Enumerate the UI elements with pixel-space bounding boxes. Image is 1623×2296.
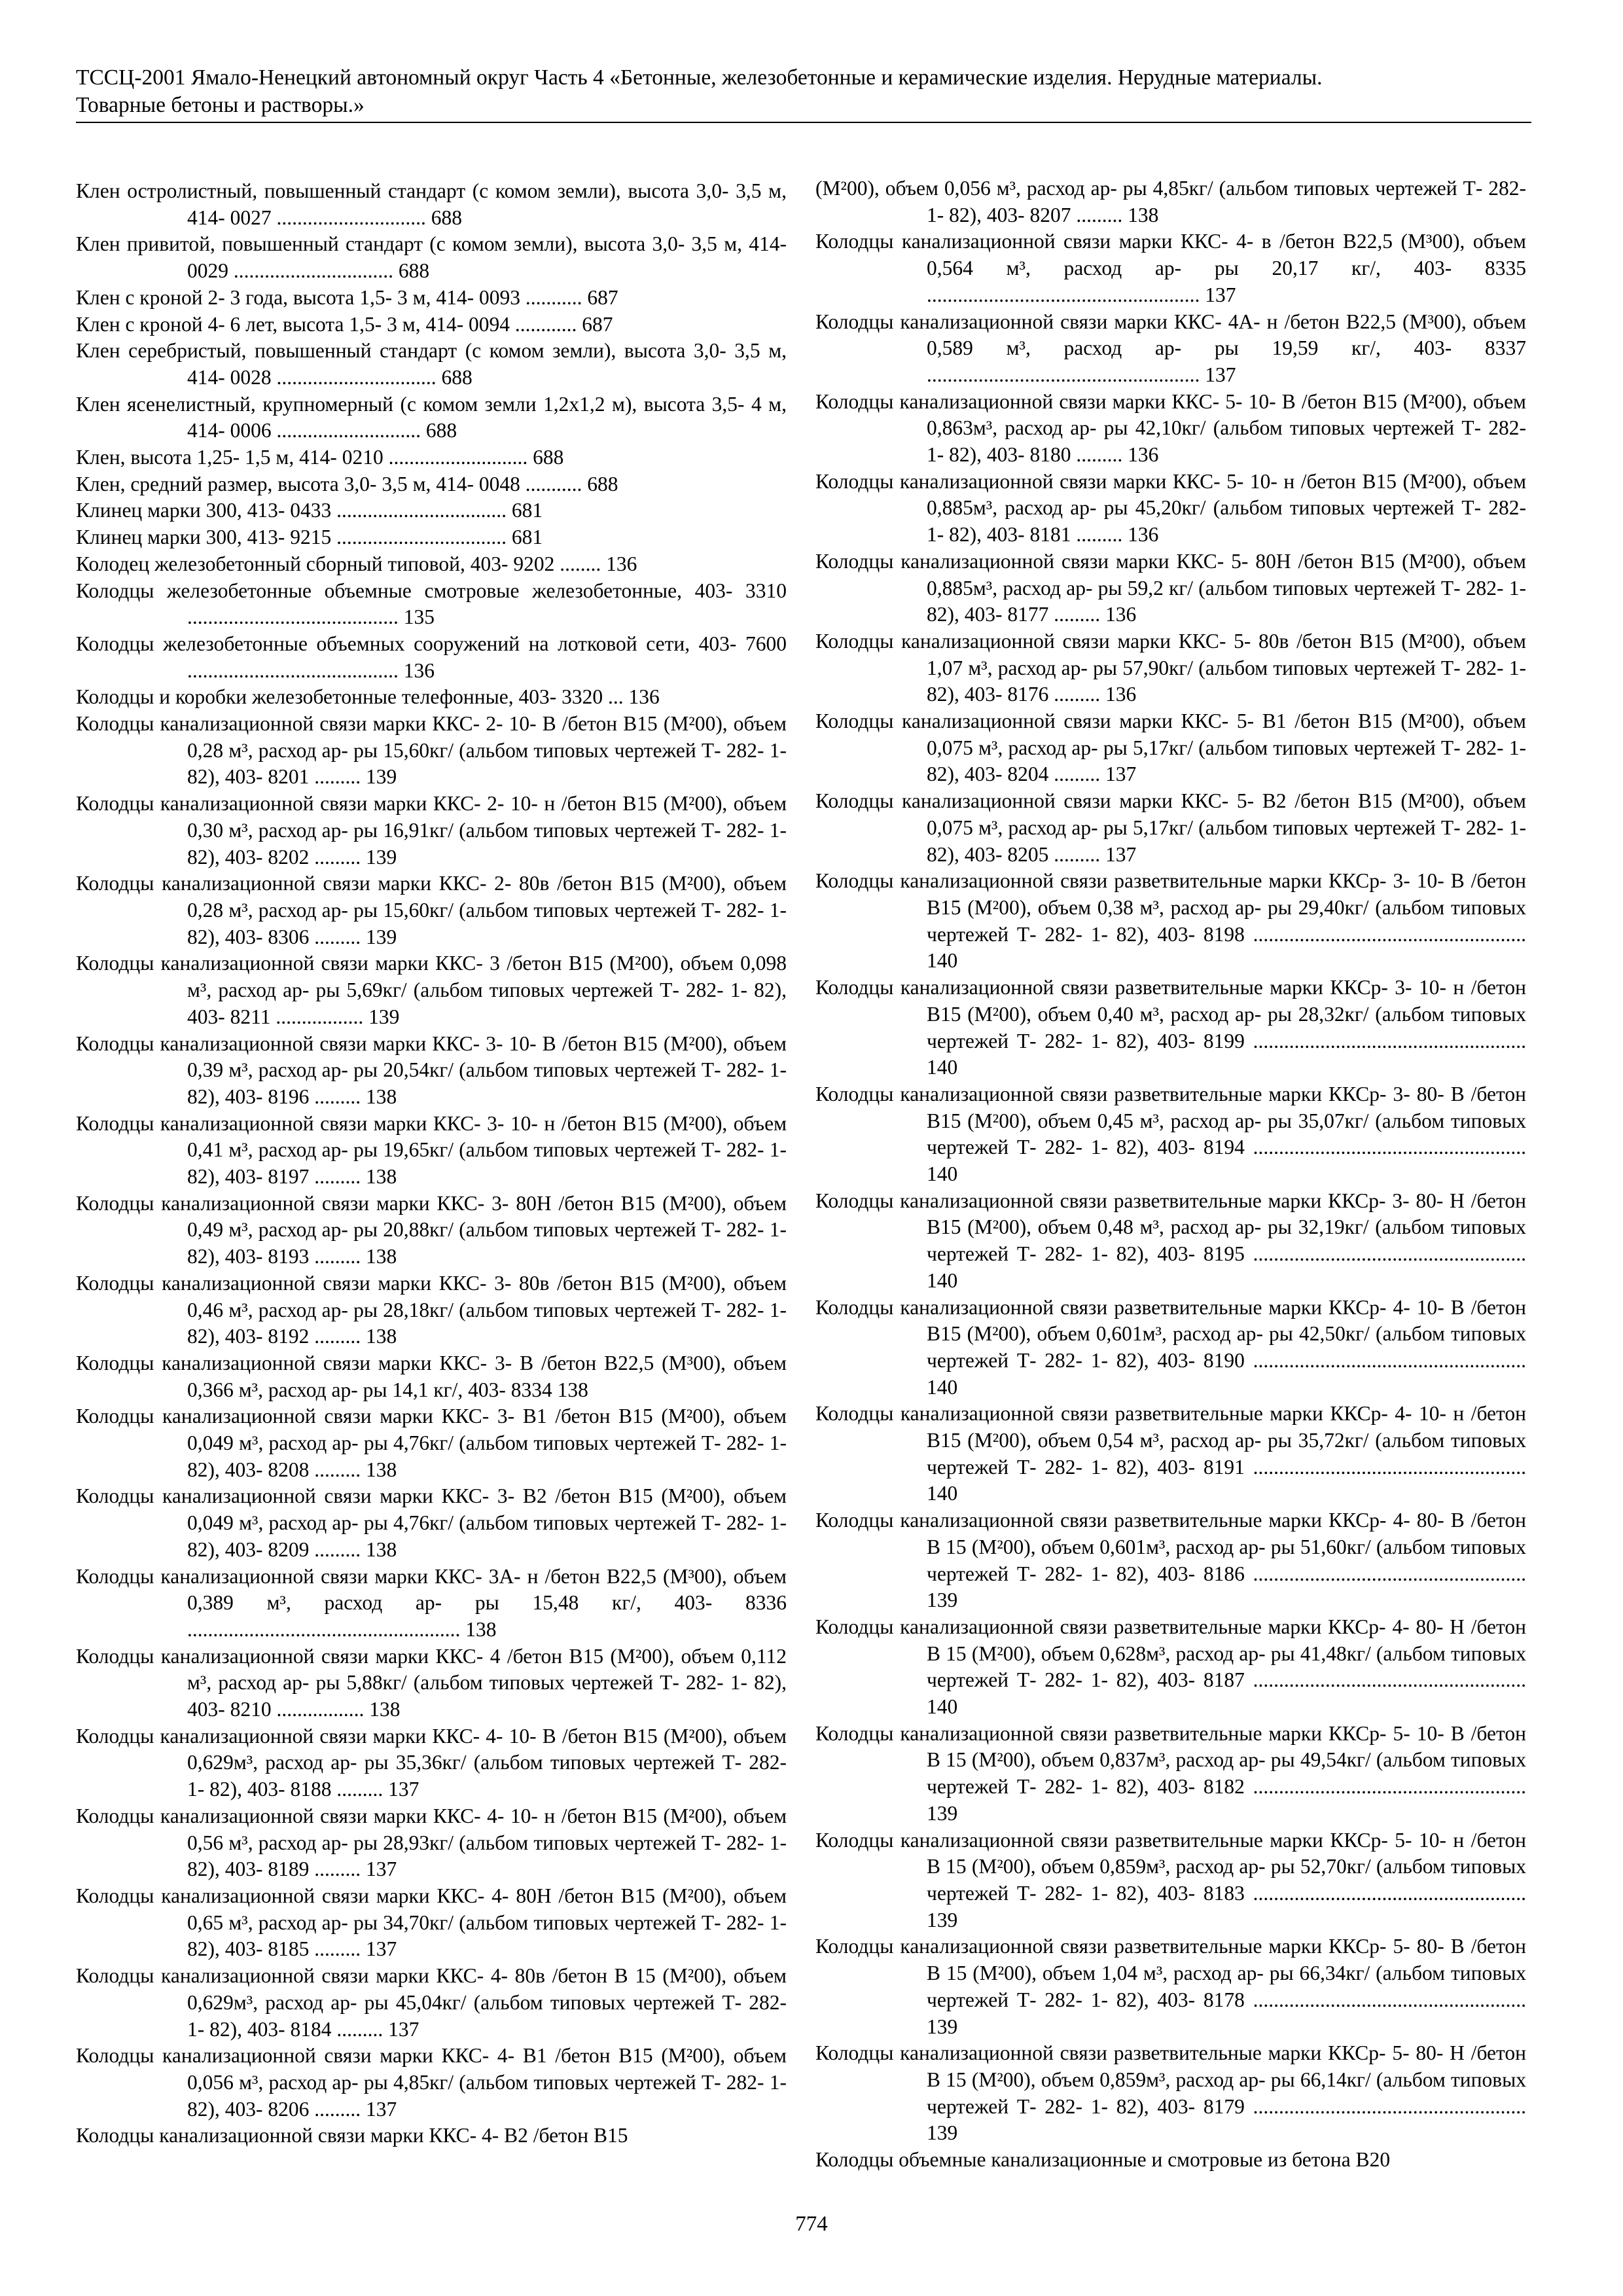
index-entry: Колодцы канализационной связи марки ККС- 4- В1 /бетон В15 (М²00), объем 0,056 м³, расход ар- ры 4,85кг/ (альбом типовых чертежей Т- 282- 1- 82), 403- 8206 ......... 137 bbox=[76, 2044, 787, 2121]
index-entry: Колодцы канализационной связи марки ККС- 3- 10- н /бетон В15 (М²00), объем 0,41 м³, расход ар- ры 19,65кг/ (альбом типовых чертежей Т- 282- 1- 82), 403- 8197 ......... 138 bbox=[76, 1111, 787, 1189]
index-entry: Колодцы канализационной связи марки ККС- 3- 80Н /бетон В15 (М²00), объем 0,49 м³, расход ар- ры 20,88кг/ (альбом типовых чертежей Т- 282- 1- 82), 403- 8193 ......... 138 bbox=[76, 1191, 787, 1268]
index-entry: Колодцы канализационной связи марки ККС- 4- 10- н /бетон В15 (М²00), объем 0,56 м³, расход ар- ры 28,93кг/ (альбом типовых чертежей Т- 282- 1- 82), 403- 8189 ......... 137 bbox=[76, 1804, 787, 1881]
index-entry: Колодцы канализационной связи разветвительные марки ККСр- 4- 80- Н /бетон В 15 (М²00), объем 0,628м³, расход ар- ры 41,48кг/ (альбом типовых чертежей Т- 282- 1- 82), 403- 8187 ..................................................... 140 bbox=[815, 1615, 1526, 1719]
index-entry: Колодцы канализационной связи марки ККС- 4- 10- В /бетон В15 (М²00), объем 0,629м³, расход ар- ры 35,36кг/ (альбом типовых чертежей Т- 282- 1- 82), 403- 8188 ......... 137 bbox=[76, 1724, 787, 1801]
index-entry: Клен ясенелистный, крупномерный (с комом земли 1,2х1,2 м), высота 3,5- 4 м, 414- 0006 ............................ 688 bbox=[76, 392, 787, 442]
index-entry: Колодцы канализационной связи разветвительные марки ККСр- 5- 80- Н /бетон В 15 (М²00), объем 0,859м³, расход ар- ры 66,14кг/ (альбом типовых чертежей Т- 282- 1- 82), 403- 8179 ..................................................... 139 bbox=[815, 2041, 1526, 2145]
index-entry: Колодцы и коробки железобетонные телефонные, 403- 3320 ... 136 bbox=[76, 685, 660, 709]
index-entry: Колодцы канализационной связи марки ККС- 5- 80в /бетон В15 (М²00), объем 1,07 м³, расход ар- ры 57,90кг/ (альбом типовых чертежей Т- 282- 1- 82), 403- 8176 ......... 136 bbox=[815, 629, 1526, 706]
index-entry: Колодцы канализационной связи разветвительные марки ККСр- 3- 10- В /бетон В15 (М²00), объем 0,38 м³, расход ар- ры 29,40кг/ (альбом типовых чертежей Т- 282- 1- 82), 403- 8198 ..................................................... 140 bbox=[815, 869, 1526, 973]
index-column-right bbox=[815, 175, 1526, 2174]
index-entry: Колодцы канализационной связи марки ККС- 5- В1 /бетон В15 (М²00), объем 0,075 м³, расход ар- ры 5,17кг/ (альбом типовых чертежей Т- 282- 1- 82), 403- 8204 ......... 137 bbox=[815, 709, 1526, 786]
index-entry: Колодцы канализационной связи марки ККС- 2- 10- н /бетон В15 (М²00), объем 0,30 м³, расход ар- ры 16,91кг/ (альбом типовых чертежей Т- 282- 1- 82), 403- 8202 ......... 139 bbox=[76, 792, 787, 869]
index-entry: (М²00), объем 0,056 м³, расход ар- ры 4,85кг/ (альбом типовых чертежей Т- 282- 1- 82), 403- 8207 ......... 138 bbox=[815, 177, 1526, 226]
index-entry: Колодцы канализационной связи марки ККС- 5- 10- В /бетон В15 (М²00), объем 0,863м³, расход ар- ры 42,10кг/ (альбом типовых чертежей Т- 282- 1- 82), 403- 8180 ......... 136 bbox=[815, 389, 1526, 467]
page-number: 774 bbox=[795, 2212, 828, 2236]
header-rule bbox=[76, 122, 1531, 123]
index-entry: Колодцы канализационной связи марки ККС- 4А- н /бетон В22,5 (М³00), объем 0,589 м³, расход ар- ры 19,59 кг/, 403- 8337 ..................................................... 137 bbox=[815, 310, 1526, 386]
index-entry: Колодцы железобетонные объемных сооружений на лотковой сети, 403- 7600 ......................................... 136 bbox=[76, 632, 787, 682]
index-entry: Колодцы канализационной связи разветвительные марки ККСр- 4- 80- В /бетон В 15 (М²00), объем 0,601м³, расход ар- ры 51,60кг/ (альбом типовых чертежей Т- 282- 1- 82), 403- 8186 ..................................................... 139 bbox=[815, 1509, 1526, 1612]
index-entry: Клен с кроной 2- 3 года, высота 1,5- 3 м, 414- 0093 ........... 687 bbox=[76, 285, 618, 309]
index-column-left bbox=[76, 178, 787, 2149]
index-entry: Колодцы канализационной связи марки ККС- 4- 80Н /бетон В15 (М²00), объем 0,65 м³, расход ар- ры 34,70кг/ (альбом типовых чертежей Т- 282- 1- 82), 403- 8185 ......... 137 bbox=[76, 1884, 787, 1961]
index-entry: Колодцы канализационной связи разветвительные марки ККСр- 3- 80- В /бетон В15 (М²00), объем 0,45 м³, расход ар- ры 35,07кг/ (альбом типовых чертежей Т- 282- 1- 82), 403- 8194 ..................................................... 140 bbox=[815, 1082, 1526, 1186]
index-entry: Колодцы канализационной связи марки ККС- 3- 80в /бетон В15 (М²00), объем 0,46 м³, расход ар- ры 28,18кг/ (альбом типовых чертежей Т- 282- 1- 82), 403- 8192 ......... 138 bbox=[76, 1271, 787, 1348]
index-entry: Колодцы канализационной связи марки ККС- 3- 10- В /бетон В15 (М²00), объем 0,39 м³, расход ар- ры 20,54кг/ (альбом типовых чертежей Т- 282- 1- 82), 403- 8196 ......... 138 bbox=[76, 1031, 787, 1108]
index-entry: Колодцы канализационной связи марки ККС- 5- В2 /бетон В15 (М²00), объем 0,075 м³, расход ар- ры 5,17кг/ (альбом типовых чертежей Т- 282- 1- 82), 403- 8205 ......... 137 bbox=[815, 789, 1526, 866]
index-entry: Колодцы канализационной связи марки ККС- 4 /бетон В15 (М²00), объем 0,112 м³, расход ар- ры 5,88кг/ (альбом типовых чертежей Т- 282- 1- 82), 403- 8210 ................. 138 bbox=[76, 1644, 787, 1721]
index-entry: Колодцы канализационной связи марки ККС- 3- В /бетон В22,5 (М³00), объем 0,366 м³, расход ар- ры 14,1 кг/, 403- 8334 138 bbox=[76, 1351, 787, 1401]
index-entry: Колодцы канализационной связи разветвительные марки ККСр- 5- 10- н /бетон В 15 (М²00), объем 0,859м³, расход ар- ры 52,70кг/ (альбом типовых чертежей Т- 282- 1- 82), 403- 8183 ..................................................... 139 bbox=[815, 1828, 1526, 1931]
index-entry: Клен, средний размер, высота 3,0- 3,5 м, 414- 0048 ........... 688 bbox=[76, 472, 618, 495]
index-entry: Колодцы канализационной связи марки ККС- 5- 80Н /бетон В15 (М²00), объем 0,885м³, расход ар- ры 59,2 кг/ (альбом типовых чертежей Т- 282- 1- 82), 403- 8177 ......... 136 bbox=[815, 549, 1526, 626]
index-entry: Колодцы канализационной связи марки ККС- 2- 10- В /бетон В15 (М²00), объем 0,28 м³, расход ар- ры 15,60кг/ (альбом типовых чертежей Т- 282- 1- 82), 403- 8201 ......... 139 bbox=[76, 712, 787, 789]
index-entry: Колодцы канализационной связи разветвительные марки ККСр- 5- 10- В /бетон В 15 (М²00), объем 0,837м³, расход ар- ры 49,54кг/ (альбом типовых чертежей Т- 282- 1- 82), 403- 8182 ..................................................... 139 bbox=[815, 1721, 1526, 1825]
index-entry: Колодцы канализационной связи разветвительные марки ККСр- 5- 80- В /бетон В 15 (М²00), объем 1,04 м³, расход ар- ры 66,34кг/ (альбом типовых чертежей Т- 282- 1- 82), 403- 8178 ..................................................... 139 bbox=[815, 1935, 1526, 2038]
index-entry: Колодцы железобетонные объемные смотровые железобетонные, 403- 3310 ......................................... 135 bbox=[76, 579, 787, 629]
index-entry: Клен привитой, повышенный стандарт (с комом земли), высота 3,0- 3,5 м, 414- 0029 ............................... 688 bbox=[76, 232, 787, 283]
index-entry: Колодцы канализационной связи марки ККС- 5- 10- н /бетон В15 (М²00), объем 0,885м³, расход ар- ры 45,20кг/ (альбом типовых чертежей Т- 282- 1- 82), 403- 8181 ......... 136 bbox=[815, 469, 1526, 547]
index-entry: Колодцы канализационной связи разветвительные марки ККСр- 3- 80- Н /бетон В15 (М²00), объем 0,48 м³, расход ар- ры 32,19кг/ (альбом типовых чертежей Т- 282- 1- 82), 403- 8195 ..................................................... 140 bbox=[815, 1189, 1526, 1292]
index-entry: Колодцы объемные канализационные и смотровые из бетона В20 bbox=[815, 2148, 1391, 2172]
index-entry: Колодцы канализационной связи марки ККС- 3 /бетон В15 (М²00), объем 0,098 м³, расход ар- ры 5,69кг/ (альбом типовых чертежей Т- 282- 1- 82), 403- 8211 ................. 139 bbox=[76, 952, 787, 1028]
index-entry: Клен остролистный, повышенный стандарт (с комом земли), высота 3,0- 3,5 м, 414- 0027 ............................. 688 bbox=[76, 179, 787, 229]
index-entry: Клен, высота 1,25- 1,5 м, 414- 0210 ........................... 688 bbox=[76, 446, 564, 469]
index-entry: Колодцы канализационной связи марки ККС- 3- В2 /бетон В15 (М²00), объем 0,049 м³, расход ар- ры 4,76кг/ (альбом типовых чертежей Т- 282- 1- 82), 403- 8209 ......... 138 bbox=[76, 1484, 787, 1561]
index-entry: Колодцы канализационной связи разветвительные марки ККСр- 4- 10- В /бетон В15 (М²00), объем 0,601м³, расход ар- ры 42,50кг/ (альбом типовых чертежей Т- 282- 1- 82), 403- 8190 ..................................................... 140 bbox=[815, 1295, 1526, 1399]
index-entry: Колодцы канализационной связи марки ККС- 3А- н /бетон В22,5 (М³00), объем 0,389 м³, расход ар- ры 15,48 кг/, 403- 8336 ..................................................... 138 bbox=[76, 1564, 787, 1641]
index-entry: Клен серебристый, повышенный стандарт (с комом земли), высота 3,0- 3,5 м, 414- 0028 ............................... 688 bbox=[76, 339, 787, 389]
header-line-1: ТССЦ-2001 Ямало-Ненецкий автономный округ Часть 4 «Бетонные, железобетонные и керамические изделия. Нерудные материалы. bbox=[76, 65, 1323, 90]
index-entry: Колодец железобетонный сборный типовой, 403- 9202 ........ 136 bbox=[76, 552, 637, 575]
running-header bbox=[76, 64, 1529, 119]
index-entry: Колодцы канализационной связи марки ККС- 4- 80в /бетон В 15 (М²00), объем 0,629м³, расход ар- ры 45,04кг/ (альбом типовых чертежей Т- 282- 1- 82), 403- 8184 ......... 137 bbox=[76, 1964, 787, 2041]
index-entry: Колодцы канализационной связи разветвительные марки ККСр- 3- 10- н /бетон В15 (М²00), объем 0,40 м³, расход ар- ры 28,32кг/ (альбом типовых чертежей Т- 282- 1- 82), 403- 8199 ..................................................... 140 bbox=[815, 976, 1526, 1079]
index-entry: Колодцы канализационной связи разветвительные марки ККСр- 4- 10- н /бетон В15 (М²00), объем 0,54 м³, расход ар- ры 35,72кг/ (альбом типовых чертежей Т- 282- 1- 82), 403- 8191 ..................................................... 140 bbox=[815, 1402, 1526, 1505]
header-line-2: Товарные бетоны и растворы.» bbox=[76, 93, 365, 117]
index-entry: Колодцы канализационной связи марки ККС- 2- 80в /бетон В15 (М²00), объем 0,28 м³, расход ар- ры 15,60кг/ (альбом типовых чертежей Т- 282- 1- 82), 403- 8306 ......... 139 bbox=[76, 872, 787, 948]
index-entry: Колодцы канализационной связи марки ККС- 4- в /бетон В22,5 (М³00), объем 0,564 м³, расход ар- ры 20,17 кг/, 403- 8335 ..................................................... 137 bbox=[815, 230, 1526, 306]
index-entry: Клинец марки 300, 413- 0433 ................................. 681 bbox=[76, 499, 543, 522]
index-entry: Клинец марки 300, 413- 9215 ................................. 681 bbox=[76, 526, 543, 549]
index-entry: Колодцы канализационной связи марки ККС- 4- В2 /бетон В15 bbox=[76, 2124, 628, 2147]
index-entry: Клен с кроной 4- 6 лет, высота 1,5- 3 м, 414- 0094 ............ 687 bbox=[76, 312, 613, 336]
index-entry: Колодцы канализационной связи марки ККС- 3- В1 /бетон В15 (М²00), объем 0,049 м³, расход ар- ры 4,76кг/ (альбом типовых чертежей Т- 282- 1- 82), 403- 8208 ......... 138 bbox=[76, 1405, 787, 1481]
